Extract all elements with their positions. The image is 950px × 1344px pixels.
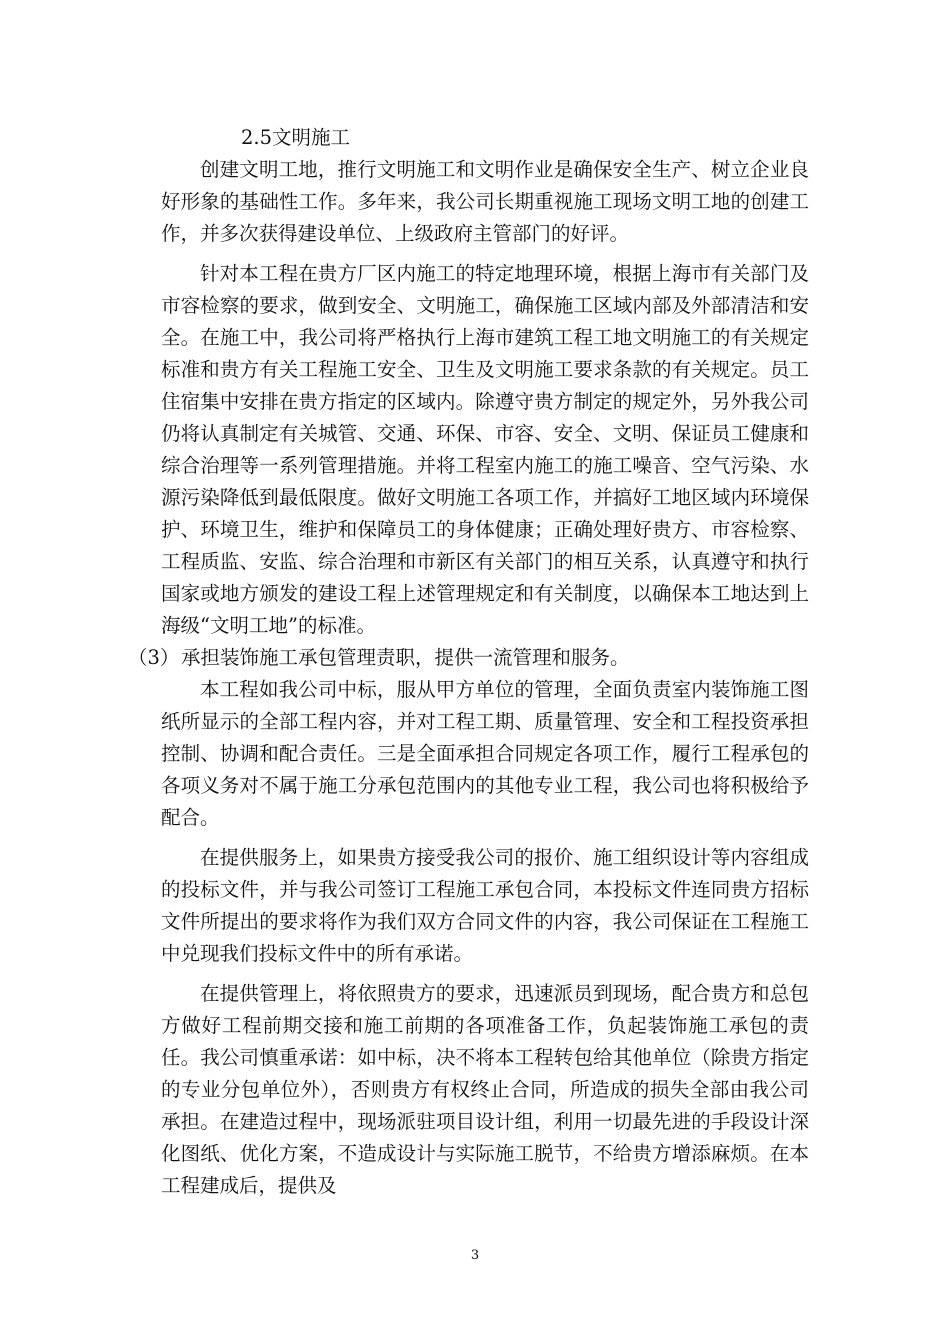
page-number: 3 xyxy=(470,1248,480,1263)
list-item-text: 承担装饰施工承包管理责职，提供一流管理和服务。 xyxy=(181,646,630,669)
paragraph-management: 在提供管理上，将依照贵方的要求，迅速派员到现场，配合贵方和总包方做好工程前期交接和施工前期的各项准备工作，负起装饰施工承包的责任。我公司慎重承诺：如中标，决不将本工程转包给其他单位（除贵方指定的专业分包单位外），否则贵方有权终止合同，所造成的损失全部由我公司承担。在建造过程中，现场派驻项目设计组，利用一切最先进的手段设计深化图纸、优化方案，不造成设计与实际施工脱节，不给贵方增添麻烦。在本工程建成后，提供及 xyxy=(161,982,809,1197)
paragraph-requirements: 针对本工程在贵方厂区内施工的特定地理环境，根据上海市有关部门及市容检察的要求，做到安全、文明施工，确保施工区域内部及外部清洁和安全。在施工中，我公司将严格执行上海市建筑工程工地文明施工的有关规定标准和贵方有关工程施工安全、卫生及文明施工要求条款的有关规定。员工住宿集中安排在贵方指定的区域内。除遵守贵方制定的规定外，另外我公司仍将认真制定有关城管、交通、环保、市容、安全、文明、保证员工健康和综合治理等一系列管理措施。并将工程室内施工的施工噪音、空气污染、水源污染降低到最低限度。做好文明施工各项工作，并搞好工地区域内环境保护、环境卫生，维护和保障员工的身体健康；正确处理好贵方、市容检察、工程质监、安监、综合治理和市新区有关部门的相互关系，认真遵守和执行国家或地方颁发的建设工程上述管理规定和有关制度，以确保本工地达到上海级“文明工地”的标准。 xyxy=(161,262,809,637)
paragraph-gap xyxy=(161,250,809,258)
paragraph-intro: 创建文明工地，推行文明施工和文明作业是确保安全生产、树立企业良好形象的基础性工作。多年来，我公司长期重视施工现场文明工地的创建工作，并多次获得建设单位、上级政府主管部门的好评。 xyxy=(161,158,809,245)
paragraph-gap xyxy=(161,834,809,842)
list-item-number: （3） xyxy=(128,646,180,669)
list-item-3 xyxy=(128,642,809,674)
paragraph-service: 在提供服务上，如果贵方接受我公司的报价、施工组织设计等内容组成的投标文件，并与我公司签订工程施工承包合同，本投标文件连同贵方招标文件所提出的要求将作为我们双方合同文件的内容，我公司保证在工程施工中兑现我们投标文件中的所有承诺。 xyxy=(161,846,809,965)
paragraph-scope: 本工程如我公司中标，服从甲方单位的管理，全面负责室内装饰施工图纸所显示的全部工程内容，并对工程工期、质量管理、安全和工程投资承担控制、协调和配合责任。三是全面承担合同规定各项工作，履行工程承包的各项义务对不属于施工分承包范围内的其他专业工程，我公司也将积极给予配合。 xyxy=(161,678,809,829)
section-heading: 2.5文明施工 xyxy=(241,126,351,149)
document-body xyxy=(128,122,809,1202)
paragraph-gap xyxy=(161,970,809,978)
